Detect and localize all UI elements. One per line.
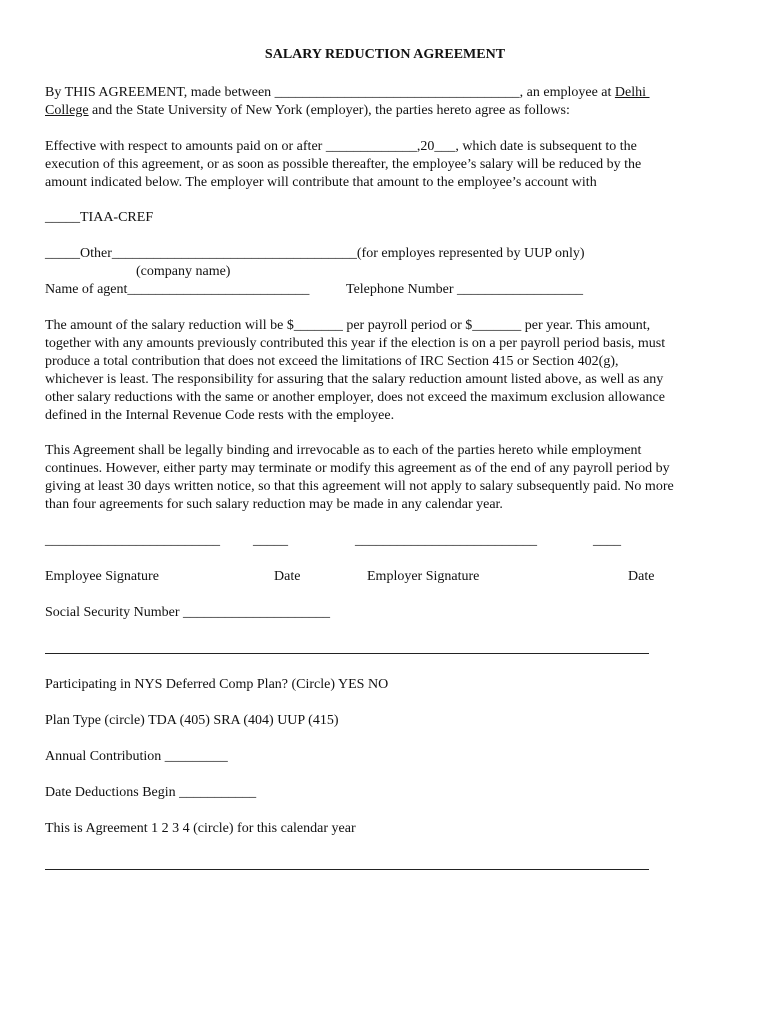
- telephone-field[interactable]: Telephone Number __________________: [346, 282, 583, 297]
- employer-name-college: College: [45, 103, 89, 118]
- employer-name-delhi: Delhi: [614, 85, 650, 100]
- employee-date-label: Date: [274, 569, 301, 584]
- plan-type-question: Plan Type (circle) TDA (405) SRA (404) UUP (415): [45, 713, 339, 728]
- document-title: SALARY REDUCTION AGREEMENT: [264, 47, 506, 62]
- amount-paragraph: [45, 317, 735, 425]
- binding-paragraph: [45, 442, 735, 514]
- binding-line: than four agreements for such salary reduction may be made in any calendar year.: [45, 497, 503, 512]
- effective-line: execution of this agreement, or as soon as possible thereafter, the employee’s salary will be reduced by the: [45, 157, 642, 172]
- employer-date-line[interactable]: ____: [593, 533, 621, 548]
- binding-line: giving at least 30 days written notice, so that this agreement will not apply to salary subsequently paid. No more: [45, 479, 674, 494]
- tiaa-cref-option[interactable]: _____TIAA-CREF: [45, 210, 154, 225]
- intro-paragraph: [45, 84, 735, 120]
- agent-name-field[interactable]: Name of agent__________________________: [45, 282, 310, 297]
- amount-line: The amount of the salary reduction will be $_______ per payroll period or $_______ per year. This amount,: [45, 318, 651, 333]
- separator-line: [45, 869, 649, 870]
- effective-line: Effective with respect to amounts paid on or after _____________,20___, which date is subsequent to the: [45, 139, 637, 154]
- binding-line: This Agreement shall be legally binding and irrevocable as to each of the parties hereto while employment: [45, 443, 642, 458]
- annual-contribution-field[interactable]: Annual Contribution _________: [45, 749, 228, 764]
- employer-signature-label: Employer Signature: [367, 569, 480, 584]
- amount-line: produce a total contribution that does not exceed the limitations of IRC Section 415 or Section 402(g),: [45, 354, 619, 369]
- separator-line: [45, 653, 649, 654]
- amount-line: defined in the Internal Revenue Code rests with the employee.: [45, 408, 395, 423]
- agreement-number-question: This is Agreement 1 2 3 4 (circle) for this calendar year: [45, 821, 356, 836]
- ssn-field[interactable]: Social Security Number _____________________: [45, 605, 331, 620]
- intro-line-1: By THIS AGREEMENT, made between ___________________________________, an employee at: [45, 85, 615, 100]
- employee-signature-line[interactable]: _________________________: [45, 533, 220, 548]
- effective-line: amount indicated below. The employer will contribute that amount to the employee’s account with: [45, 175, 597, 190]
- company-name-caption: (company name): [136, 264, 231, 279]
- employer-signature-line[interactable]: __________________________: [355, 533, 537, 548]
- employee-date-line[interactable]: _____: [253, 533, 288, 548]
- amount-line: other salary reductions with the same or another employer, does not exceed the maximum exclusion allowance: [45, 390, 665, 405]
- participating-question: Participating in NYS Deferred Comp Plan? (Circle) YES NO: [45, 677, 389, 692]
- intro-line-2: and the State University of New York (employer), the parties hereto agree as follows:: [88, 103, 570, 118]
- amount-line: whichever is least. The responsibility for assuring that the salary reduction amount listed above, as well as any: [45, 372, 664, 387]
- employer-date-label: Date: [628, 569, 655, 584]
- amount-line: together with any amounts previously contributed this year if the election is on a per payroll period basis, must: [45, 336, 666, 351]
- employee-signature-label: Employee Signature: [45, 569, 159, 584]
- effective-paragraph: [45, 138, 735, 192]
- other-option[interactable]: _____Other___________________________________(for employes represented by UUP only): [45, 246, 585, 261]
- binding-line: continues. However, either party may terminate or modify this agreement as of the end of any payroll period by: [45, 461, 670, 476]
- date-deductions-field[interactable]: Date Deductions Begin ___________: [45, 785, 257, 800]
